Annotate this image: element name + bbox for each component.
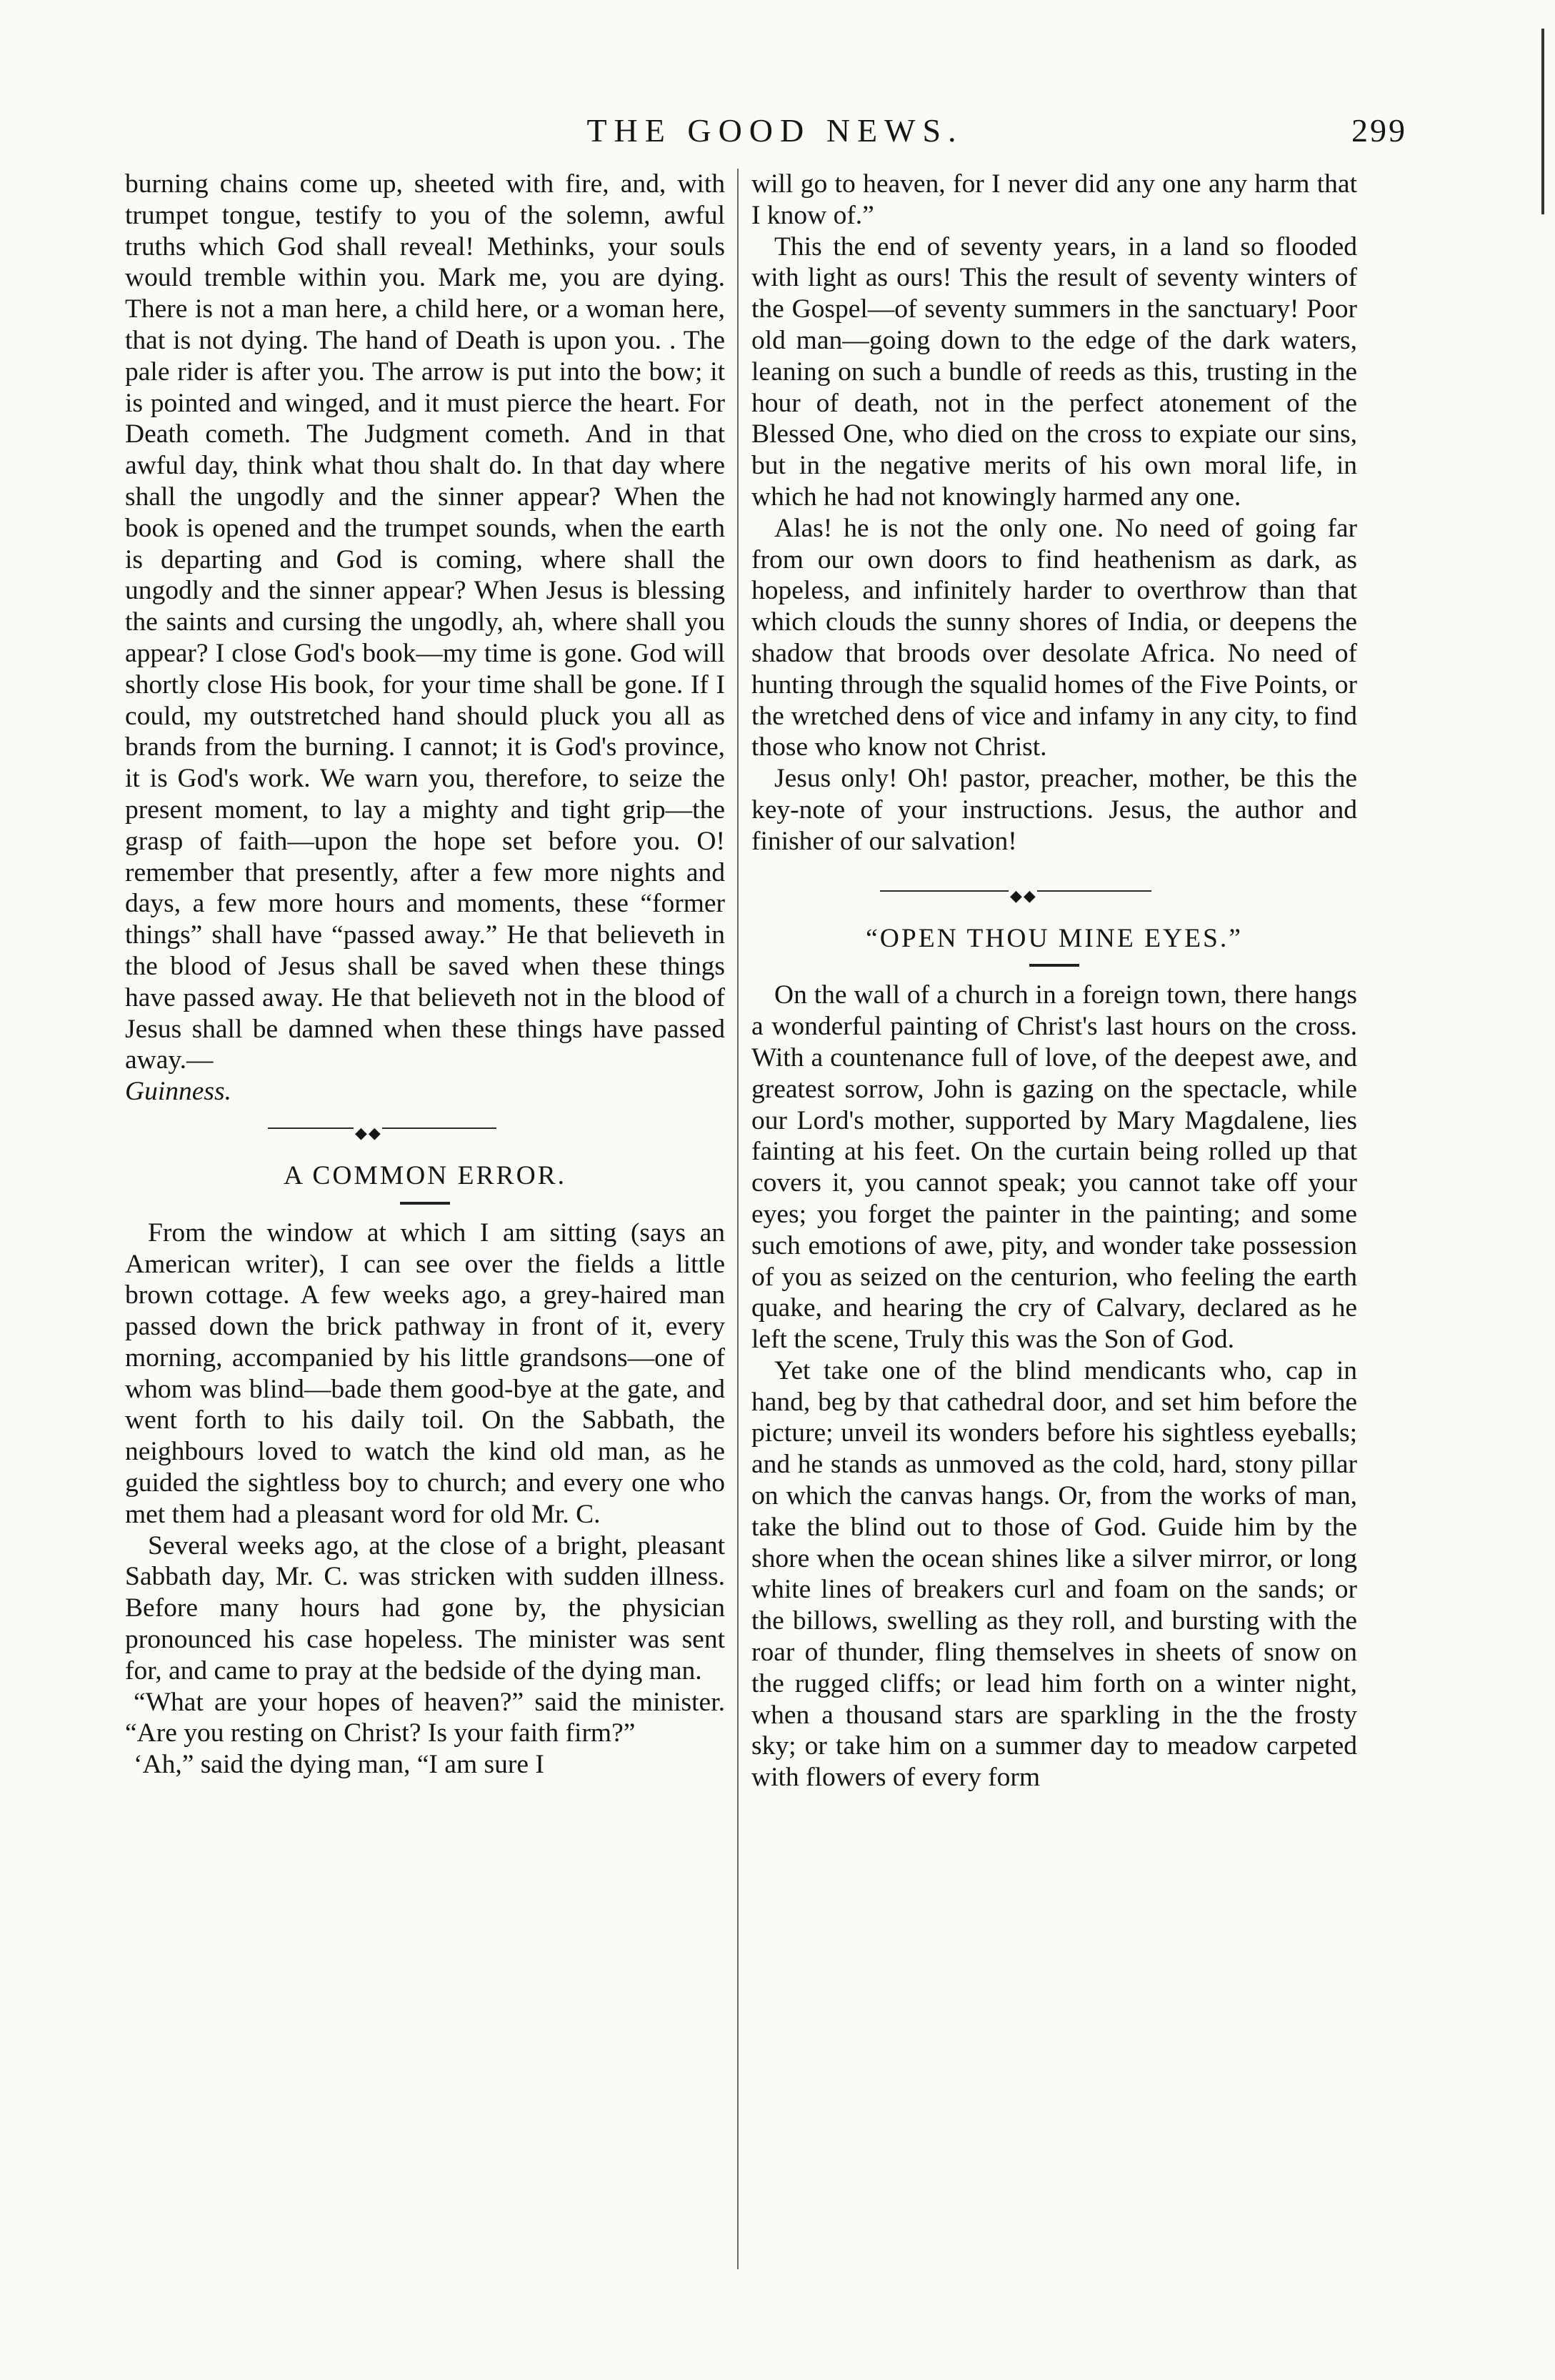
attribution-text: Guinness. <box>125 1077 231 1107</box>
article-paragraph: Yet take one of the blind mendicants who, cap in hand, beg by that cathedral door, and set him before the picture; unveil its wonders before his sightless eyeballs; and he stands as unmoved as the cold, hard, stony pillar on which the canvas hangs. Or, from the works of man, take the blind out to those of God. Guide him by the shore when the ocean shines like a silver mirror, or long white lines of breakers curl and foam on the sands; or the billows, swelling as they roll, and bursting with the roar of thunder, fling themselves in sheets of snow on the rugged cliffs; or lead him forth on a winter night, when a thousand stars are sparkling in the the frosty sky; or take him on a summer day to meadow carpeted with flowers of every form <box>751 1355 1357 1793</box>
column-divider-rule <box>737 169 739 2269</box>
attribution <box>125 1076 725 1107</box>
article-continuation-paragraph: burning chains come up, sheeted with fire, and, with trumpet tongue, testify to you of the solemn, awful truths which God shall reveal! Methinks, your souls would tremble within you. Mark me, you are dying. There is not a man here, a child here, or a woman here, that is not dying. The hand of Death is upon you. . The pale rider is after you. The arrow is put into the bow; it is pointed and winged, and it must pierce the heart. For Death cometh. The Judgment cometh. And in that awful day, think what thou shalt do. In that day where shall the ungodly and the sinner appear? When the book is opened and the trumpet sounds, when the earth is departing and God is coming, where shall the ungodly and the sinner appear? When Jesus is blessing the saints and cursing the ungodly, ah, where shall you appear? I close God's book—my time is gone. God will shortly close His book, for your time shall be gone. If I could, my outstretched hand should pluck you all as brands from the burning. I cannot; it is God's province, it is God's work. We warn you, therefore, to seize the present moment, to lay a mighty and tight grip—the grasp of faith—upon the hope set before you. O! remember that presently, after a few more nights and days, a few more hours and moments, these “former things” shall have “passed away.” He that believeth in the blood of Jesus shall be saved when these things have passed away. He that believeth not in the blood of Jesus shall be damned when these things have passed away.— <box>125 169 725 1075</box>
scan-edge-mark <box>1541 29 1544 214</box>
divider-line-right <box>382 1127 496 1129</box>
right-column <box>751 169 1357 2276</box>
divider-ornament: ◆◆ <box>355 1123 382 1142</box>
left-column <box>125 169 725 2276</box>
title-underline <box>751 960 1357 972</box>
divider-ornament: ◆◆ <box>1010 886 1037 905</box>
article-paragraph: Jesus only! Oh! pastor, preacher, mother, be this the key-note of your instructions. Jesus, the author and finisher of our salvation! <box>751 764 1357 856</box>
page-number: 299 <box>1351 112 1407 149</box>
page-header <box>143 107 1407 157</box>
running-title: THE GOOD NEWS. <box>586 112 964 149</box>
section-divider <box>125 1112 725 1143</box>
article-paragraph: Alas! he is not the only one. No need of going far from our own doors to find heathenism as dark, as hopeless, and infinitely harder to overthrow than that which clouds the sunny shores of India, or deepens the shadow that broods over desolate Africa. No need of hunting through the squalid homes of the Five Points, or the wretched dens of vice and infamy in any city, to find those who know not Christ. <box>751 513 1357 762</box>
article-paragraph: “What are your hopes of heaven?” said the minister. “Are you resting on Christ? Is your faith firm?” <box>125 1687 725 1748</box>
article-paragraph: On the wall of a church in a foreign town, there hangs a wonderful painting of Christ's last hours on the cross. With a countenance full of love, of the deepest awe, and greatest sorrow, John is gazing on the spectacle, while our Lord's mother, supported by Mary Magdalene, lies fainting at his feet. On the curtain being rolled up that covers it, you cannot speak; you cannot take off your eyes; you forget the painter in the painting; and some such emotions of awe, pity, and wonder take possession of you as seized on the centurion, who feeling the earth quake, and hearing the cry of Calvary, declared as he left the scene, Truly this was the Son of God. <box>751 980 1357 1355</box>
article-paragraph: From the window at which I am sitting (says an American writer), I can see over the fields a little brown cottage. A few weeks ago, a grey-haired man passed down the brick pathway in front of it, every morning, accompanied by his little grandsons—one of whom was blind—bade them good-bye at the gate, and went forth to his daily toil. On the Sabbath, the neighbours loved to watch the kind old man, as he guided the sightless boy to church; and every one who met them had a pleasant word for old Mr. C. <box>125 1218 725 1529</box>
article-paragraph: ‘Ah,” said the dying man, “I am sure I <box>134 1750 544 1780</box>
divider-line-right <box>1037 890 1151 892</box>
section-title-open-thou-mine-eyes: “OPEN THOU MINE EYES.” <box>866 923 1243 953</box>
section-title-common-error: A COMMON ERROR. <box>283 1160 567 1190</box>
article-paragraph: will go to heaven, for I never did any one any harm that I know of.” <box>751 169 1357 230</box>
title-underline-bar <box>400 1202 450 1205</box>
section-divider <box>751 875 1357 906</box>
divider-line-left <box>880 890 1009 892</box>
article-paragraph: This the end of seventy years, in a land so flooded with light as ours! This the result of seventy winters of the Gospel—of seventy summers in the sanctuary! Poor old man—going down to the edge of the dark waters, leaning on such a bundle of reeds as this, trusting in the hour of death, not in the perfect atonement of the Blessed One, who died on the cross to expiate our sins, but in the negative merits of his own moral life, in which he had not knowingly harmed any one. <box>751 231 1357 512</box>
title-underline <box>125 1198 725 1210</box>
title-underline-bar <box>1029 964 1079 967</box>
divider-line-left <box>268 1127 354 1129</box>
article-paragraph: Several weeks ago, at the close of a bright, pleasant Sabbath day, Mr. C. was stricken with sudden illness. Before many hours had gone by, the physician pronounced his case hopeless. The minister was sent for, and came to pray at the bedside of the dying man. <box>125 1530 725 1686</box>
